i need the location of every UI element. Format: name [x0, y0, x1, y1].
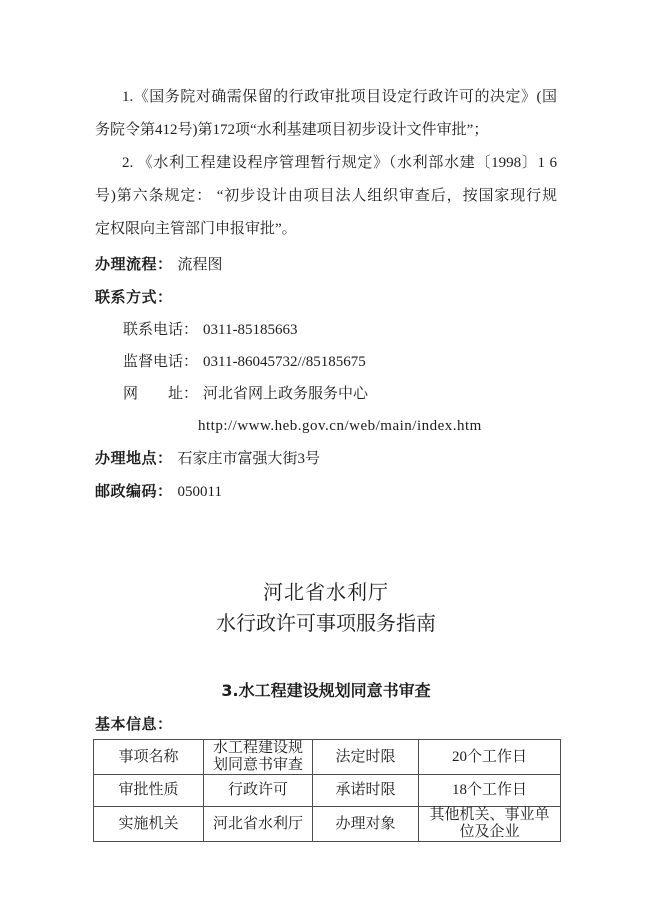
- contact-phone-label: 联系电话：: [123, 322, 199, 338]
- basic-info-table: [93, 739, 561, 842]
- website-value: 河北省网上政务服务中心: [203, 386, 369, 402]
- postal-value: 050011: [177, 484, 222, 500]
- process-value: 流程图: [177, 257, 223, 273]
- supervise-phone-value: 0311-86045732//85185675: [203, 354, 366, 370]
- legal-basis-line: 定权限向主管部门申报审批”。: [95, 221, 297, 237]
- legal-basis-line: 号)第六条规定： “初步设计由项目法人组织审查后，按国家现行规: [95, 188, 557, 204]
- location-label: 办理地点：: [95, 449, 173, 467]
- process-line: [95, 248, 557, 281]
- section-heading: 3.水工程建设规划同意书审查: [221, 681, 431, 700]
- basic-info-label-cell: 事项名称: [94, 740, 204, 775]
- basic-info-value-cell: 河北省水利厅: [204, 807, 313, 842]
- legal-basis-line: 1.《国务院对确需保留的行政审批项目设定行政许可的决定》(国: [122, 89, 557, 105]
- contact-heading: 联系方式：: [95, 288, 173, 306]
- basic-info-label-cell: 审批性质: [94, 775, 204, 807]
- basic-info-value-cell: 20个工作日: [419, 740, 561, 775]
- org-title: 河北省水利厅: [263, 582, 389, 604]
- location-line: [95, 442, 557, 475]
- basic-info-value-cell: 其他机关、事业单位及企业: [419, 807, 561, 842]
- process-label: 办理流程：: [95, 255, 173, 273]
- supervise-phone-label: 监督电话：: [123, 354, 199, 370]
- table-row: [94, 807, 561, 842]
- contact-phone-value: 0311-85185663: [203, 322, 298, 338]
- table-row: [94, 740, 561, 775]
- basic-info-label-cell: 法定时限: [313, 740, 419, 775]
- legal-basis-line: 务院令第412号)第172项“水利基建项目初步设计文件审批”；: [95, 122, 489, 138]
- basic-info-value-cell: 18个工作日: [419, 775, 561, 807]
- basic-info-caption-line: [95, 713, 557, 736]
- table-row: [94, 775, 561, 807]
- basic-info-value-cell: 行政许可: [204, 775, 313, 807]
- basic-info-label-cell: 实施机关: [94, 807, 204, 842]
- basic-info-value-cell: 水工程建设规划同意书审查: [204, 740, 313, 775]
- basic-info-caption: 基本信息：: [95, 715, 173, 733]
- location-value: 石家庄市富强大街3号: [177, 451, 321, 467]
- legal-basis-line: 2. 《水利工程建设程序管理暂行规定》（水利部水建〔1998〕1 6: [122, 155, 557, 171]
- basic-info-label-cell: 承诺时限: [313, 775, 419, 807]
- website-line: [123, 378, 557, 410]
- legal-basis-section: [95, 81, 557, 246]
- basic-info-label-cell: 办理对象: [313, 807, 419, 842]
- website-url: http://www.heb.gov.cn/web/main/index.htm: [198, 418, 482, 434]
- supervise-phone-line: [123, 346, 557, 378]
- website-label: 网 址：: [123, 386, 198, 402]
- contact-heading-line: [95, 281, 557, 314]
- contact-phone-line: [123, 314, 557, 346]
- postal-line: [95, 475, 557, 508]
- doc-subtitle: 水行政许可事项服务指南: [216, 613, 436, 635]
- postal-label: 邮政编码：: [95, 482, 173, 500]
